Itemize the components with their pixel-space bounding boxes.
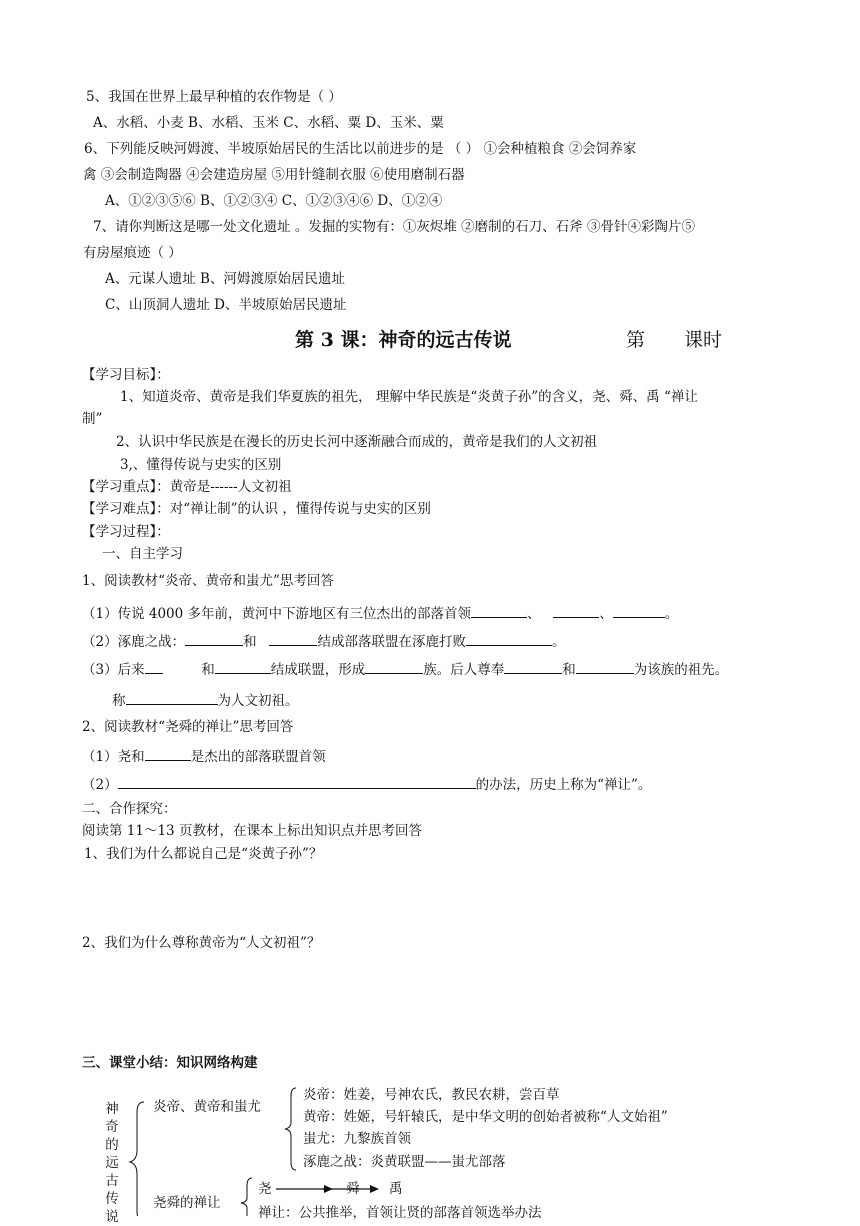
summary-heading: 三、课堂小结：知识网络构建: [82, 1055, 258, 1071]
goal-2: 2、认识中华民族是在漫长的历史长河中逐渐融合而成的，黄帝是我们的人文初祖: [116, 434, 598, 450]
fill-3-text-c: 结成联盟，形成: [270, 662, 366, 678]
branch-2-brace: [238, 1176, 256, 1216]
fill-blank[interactable]: [145, 659, 163, 674]
goal-1-cont: 制”: [82, 411, 103, 427]
fill-blank[interactable]: [145, 746, 191, 761]
root-label: [104, 1100, 120, 1226]
period-suffix: 课时: [684, 329, 723, 351]
fill-line-2: [82, 631, 565, 651]
fill-blank[interactable]: [471, 603, 527, 618]
chain-2: 舜: [346, 1181, 360, 1197]
fill-3-text-f: 为该族的祖先。: [633, 662, 729, 678]
root-char: 远: [105, 1155, 119, 1171]
fill-blank[interactable]: [466, 631, 552, 646]
q7-stem: 7、请你判断这是哪一处文化遗址 。发掘的实物有：①灰烬堆 ②磨制的石刀、石斧 ③骨针④彩陶片⑤: [93, 219, 695, 235]
fill-4-text-b: 是杰出的部落联盟首领: [190, 749, 326, 765]
q7-stem-cont: 有房屋痕迹（ ）: [83, 245, 182, 261]
self-study-heading: 一、自主学习: [102, 546, 183, 562]
fill-3-text-a: （3）后来: [82, 662, 145, 678]
fill-2-text-b: 和: [243, 634, 257, 650]
fill-2-text-d: 。: [551, 634, 566, 650]
difficulty: 【学习难点】：对“禅让制”的认识 ，懂得传说与史实的区别: [82, 501, 431, 517]
root-char: 的: [105, 1137, 119, 1153]
fill-2-text-a: （2）涿鹿之战：: [82, 634, 186, 650]
fill-blank[interactable]: [613, 603, 665, 618]
fill-3-text-b: 和: [201, 662, 215, 678]
q7-options-1: A、元谋人遗址 B、河姆渡原始居民遗址: [105, 271, 345, 287]
chain-3: 禹: [389, 1181, 403, 1197]
fill-4-text-a: （1）尧和: [82, 749, 145, 765]
b1-item: 涿鹿之战：炎黄联盟——蚩尤部落: [303, 1154, 506, 1170]
fill-blank[interactable]: [185, 631, 243, 646]
fill-5-text-b: 的办法，历史上称为“禅让”。: [475, 777, 652, 793]
fill-line-1: [82, 603, 678, 623]
q6-options: A、①②③⑤⑥ B、①②③④ C、①②③④⑥ D、①②④: [105, 193, 443, 209]
fill-2-text-c: 结成部落联盟在涿鹿打败: [317, 634, 466, 650]
fill-line-3: [82, 659, 728, 679]
fill-1-text-d: 。: [664, 606, 679, 622]
fill-1-text-c: 、: [599, 606, 613, 622]
b1-item: 蚩尤：九黎族首领: [303, 1131, 411, 1147]
branch-1-brace: [282, 1086, 302, 1172]
root-char: 说: [105, 1209, 119, 1225]
goals-label: 【学习目标】：: [82, 367, 170, 383]
root-brace: [124, 1100, 148, 1216]
root-char: 传: [105, 1191, 119, 1207]
root-char: 奇: [105, 1119, 119, 1135]
fill-line-3-cont: [112, 690, 299, 710]
q5-stem: 5、我国在世界上最早种植的农作物是（ ）: [86, 89, 342, 105]
fill-line-5: [82, 774, 651, 794]
reading-1: 1、阅读教材“炎帝、黄帝和蚩尤”思考回答: [82, 573, 334, 589]
coop-question-1: 1、我们为什么都说自己是“炎黄子孙”？: [84, 846, 323, 862]
root-char: 古: [105, 1173, 119, 1189]
fill-3-text-g: 称: [112, 693, 126, 709]
branch-1-label: 炎帝、黄帝和蚩尤: [153, 1099, 261, 1115]
fill-3-text-d: 族。后人尊奉: [423, 662, 505, 678]
arrow-icon: [322, 1184, 380, 1194]
q7-options-2: C、山顶洞人遗址 D、半坡原始居民遗址: [105, 297, 347, 313]
b1-item: 黄帝：姓姬，号轩辕氏，是中华文明的创始者被称“人文始祖”: [303, 1109, 668, 1125]
fill-blank[interactable]: [553, 603, 599, 618]
q6-stem-cont: 禽 ③会制造陶器 ④会建造房屋 ⑤用针缝制衣服 ⑥使用磨制石器: [83, 167, 465, 183]
fill-3-text-h: 为人文初祖。: [217, 693, 299, 709]
key-point: 【学习重点】：黄帝是------人文初祖: [82, 479, 292, 495]
goal-3: 3,、懂得传说与史实的区别: [120, 457, 282, 473]
period-prefix: 第: [626, 329, 646, 351]
coop-intro: 阅读第 11～13 页教材，在课本上标出知识点并思考回答: [82, 823, 422, 839]
coop-question-2: 2、我们为什么尊称黄帝为“人文初祖”？: [82, 935, 321, 951]
fill-blank[interactable]: [215, 659, 271, 674]
fill-blank[interactable]: [365, 659, 423, 674]
fill-blank[interactable]: [269, 631, 317, 646]
goal-1: 1、知道炎帝、黄帝是我们华夏族的祖先， 理解中华民族是“炎黄子孙”的含义，尧、舜、禹 “禅让: [120, 389, 698, 405]
fill-blank[interactable]: [118, 774, 476, 789]
q6-stem: 6、下列能反映河姆渡、半坡原始居民的生活比以前进步的是 （ ） ①会种植粮食 ②会饲养家: [84, 141, 637, 157]
reading-2: 2、阅读教材“尧舜的禅让”思考回答: [82, 719, 294, 735]
b2-item: 禅让：公共推举，首领让贤的部落首领选举办法: [258, 1205, 542, 1221]
fill-blank[interactable]: [504, 659, 562, 674]
fill-1-text-a: （1）传说 4000 多年前，黄河中下游地区有三位杰出的部落首领: [82, 606, 472, 622]
chain-1: 尧: [258, 1181, 272, 1197]
fill-1-text-b: 、: [527, 606, 541, 622]
process-label: 【学习过程】：: [82, 524, 170, 540]
lesson-title: 第 3 课：神奇的远古传说: [295, 329, 512, 351]
b1-item: 炎帝：姓姜，号神农氏，教民农耕，尝百草: [303, 1087, 560, 1103]
fill-blank[interactable]: [576, 659, 634, 674]
q5-options: A、水稻、小麦 B、水稻、玉米 C、水稻、粟 D、玉米、粟: [93, 115, 444, 131]
fill-blank[interactable]: [126, 690, 218, 705]
root-char: 神: [105, 1101, 119, 1117]
coop-heading: 二、合作探究：: [82, 801, 177, 817]
fill-line-4: [82, 746, 326, 766]
branch-2-label: 尧舜的禅让: [153, 1195, 221, 1211]
fill-3-text-e: 和: [562, 662, 576, 678]
fill-5-text-a: （2）: [82, 777, 118, 793]
